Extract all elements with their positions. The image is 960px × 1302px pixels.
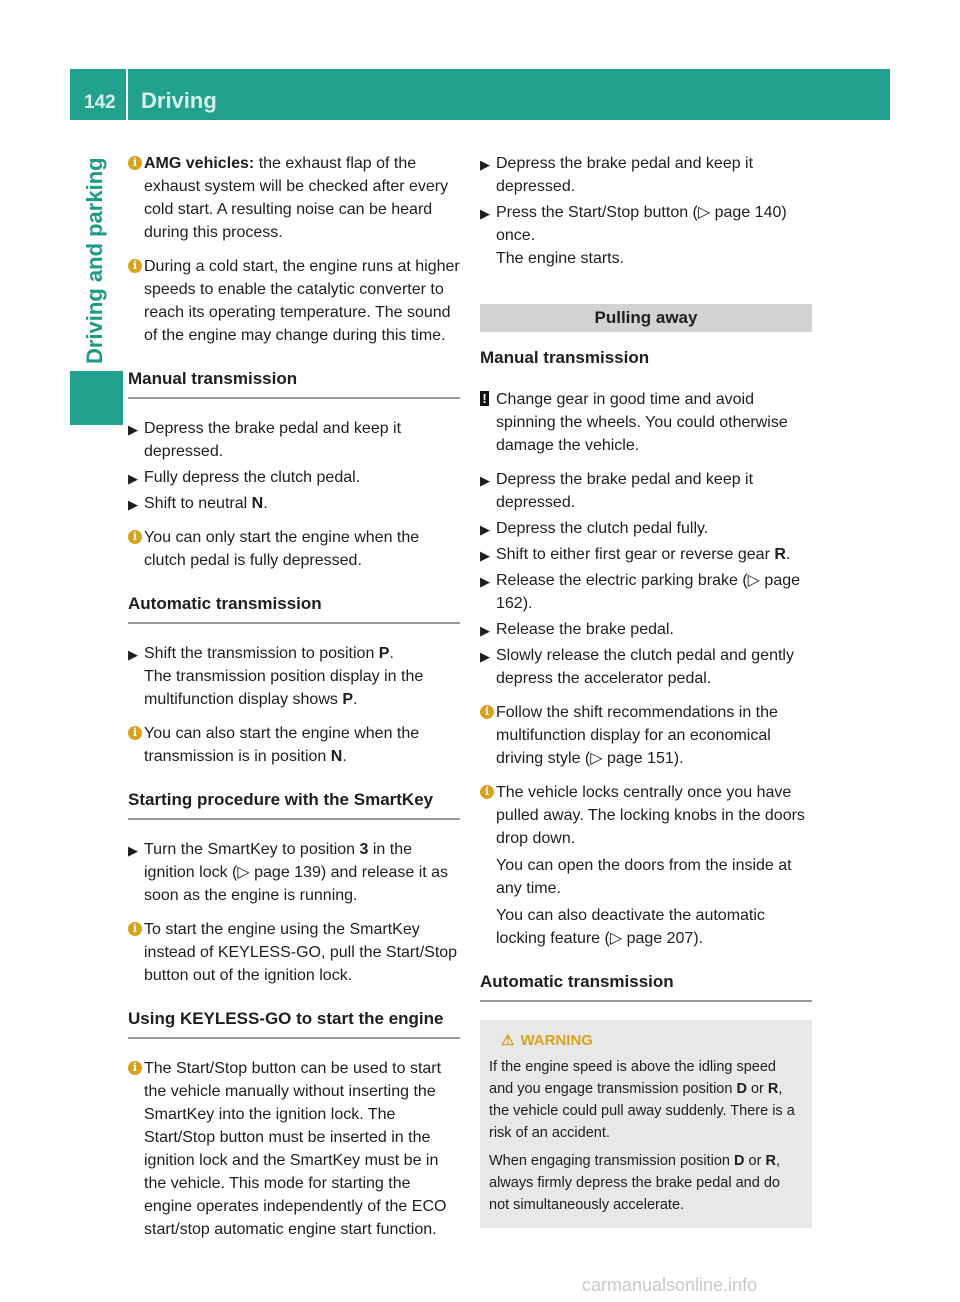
step-text: The transmission position display in the multifunction display shows <box>144 668 424 708</box>
gear-r: R <box>767 1081 779 1097</box>
exclamation-icon: ! <box>480 391 489 406</box>
info-icon: i <box>128 259 142 273</box>
gear-r: R <box>765 1153 776 1169</box>
gear-p: P <box>378 645 390 662</box>
info-icon: i <box>128 922 142 936</box>
arrow-icon: ▶ <box>480 623 490 638</box>
section-title: Driving <box>141 88 217 113</box>
shift-text: Follow the shift recommendations in the multifunction display for an economical driving style (▷ page 151). <box>496 704 778 767</box>
arrow-icon: ▶ <box>128 497 138 512</box>
position-3: 3 <box>359 841 369 858</box>
arrow-icon: ▶ <box>480 206 490 221</box>
step-text: Shift the transmission to position <box>144 645 379 662</box>
step-text: Slowly release the clutch pedal and gently depress the accelerator pedal. <box>496 647 794 687</box>
arrow-icon: ▶ <box>128 471 138 486</box>
warning-text: If the engine speed is above the idling speed and you engage transmission position <box>489 1059 776 1097</box>
gear-d: D <box>736 1081 747 1097</box>
step-text: Shift to either first gear or reverse gear <box>496 546 775 563</box>
amg-text: the exhaust flap of the exhaust system will be checked after every cold start. A resulting noise can be heard during this process. <box>144 155 449 241</box>
gear-r: R <box>774 546 786 563</box>
info-shift <box>480 701 812 770</box>
step <box>128 838 460 907</box>
warning-header <box>501 1030 803 1052</box>
locks-text: The vehicle locks centrally once you have pulled away. The locking knobs in the doors drop down. <box>496 784 805 847</box>
info-icon: i <box>128 1061 142 1075</box>
step-text: Depress the brake pedal and keep it depressed. <box>144 420 402 460</box>
side-tab-marker <box>70 371 123 425</box>
info-icon: i <box>128 530 142 544</box>
arrow-icon: ▶ <box>480 522 490 537</box>
left-column <box>128 152 460 1252</box>
info-clutch <box>128 526 460 572</box>
heading-smartkey: Starting procedure with the SmartKey <box>128 788 460 820</box>
info-icon: i <box>480 705 494 719</box>
heading-keyless-go: Using KEYLESS-GO to start the engine <box>128 1007 460 1039</box>
warning-text: , always firmly depress the brake pedal and do not simultaneously accelerate. <box>489 1153 780 1213</box>
arrow-icon: ▶ <box>128 843 138 858</box>
gear-n: N <box>251 495 264 512</box>
step <box>480 468 812 514</box>
arrow-icon: ▶ <box>128 647 138 662</box>
step <box>128 466 460 489</box>
info-cold-start <box>128 255 460 347</box>
step-text: Depress the clutch pedal fully. <box>496 520 709 537</box>
step-text: Turn the SmartKey to position <box>144 841 360 858</box>
step-text: Release the brake pedal. <box>496 621 674 638</box>
page-number: 142 <box>84 92 116 113</box>
warning-box <box>480 1020 812 1228</box>
right-column <box>480 152 812 1228</box>
warning-paragraph-1 <box>489 1056 803 1144</box>
step <box>480 569 812 615</box>
step <box>480 618 812 641</box>
info-text: You can also start the engine when the transmission is in position <box>144 725 420 765</box>
warning-triangle-icon: ⚠ <box>501 1032 515 1049</box>
locks-text-3: You can also deactivate the automatic locking feature (▷ page 207). <box>496 907 765 947</box>
step-text: . <box>389 645 394 662</box>
arrow-icon: ▶ <box>480 574 490 589</box>
heading-manual-transmission-2: Manual transmission <box>480 348 650 367</box>
step-text: Depress the brake pedal and keep it depressed. <box>496 155 754 195</box>
heading-automatic-transmission: Automatic transmission <box>128 592 460 624</box>
arrow-icon: ▶ <box>480 473 490 488</box>
step-text: in the ignition lock (▷ page 139) and release it as soon as the engine is running. <box>144 841 449 904</box>
info-icon: i <box>480 785 494 799</box>
step-text: . <box>352 691 358 708</box>
gear-d: D <box>734 1153 745 1169</box>
info-icon: i <box>128 156 142 170</box>
section-box-pulling-away: Pulling away <box>480 304 812 332</box>
step-text: . <box>785 546 791 563</box>
arrow-icon: ▶ <box>128 422 138 437</box>
step <box>128 492 460 515</box>
arrow-icon: ▶ <box>480 157 490 172</box>
step <box>480 644 812 690</box>
cold-start-text: During a cold start, the engine runs at higher speeds to enable the catalytic converter to reach its operating temperature. The sound of the engine may change during this time. <box>144 258 460 344</box>
clutch-text: You can only start the engine when the clutch pedal is fully depressed. <box>144 529 420 569</box>
keyless-text: The Start/Stop button can be used to start the vehicle manually without inserting the SmartKey into the ignition lock. The Start/Stop button must be inserted in the ignition lock and the SmartKey must be in the vehicle. This mode for starting the engine operates independently of the ECO start/stop automatic engine start function. <box>144 1060 447 1238</box>
warning-text: or <box>744 1153 766 1169</box>
step <box>480 543 812 566</box>
warning-text: or <box>746 1081 768 1097</box>
watermark: carmanualsonline.info <box>582 1275 758 1295</box>
smartkey-text: To start the engine using the SmartKey instead of KEYLESS-GO, pull the Start/Stop button out of the ignition lock. <box>144 921 458 984</box>
info-smartkey <box>128 918 460 987</box>
info-locks <box>480 781 812 950</box>
heading-manual-transmission: Manual transmission <box>128 367 460 399</box>
step <box>480 201 812 270</box>
step-text: Press the Start/Stop button (▷ page 140) once. <box>496 204 787 244</box>
step <box>128 642 460 711</box>
step-text: Depress the brake pedal and keep it depressed. <box>496 471 754 511</box>
header-divider <box>126 69 128 124</box>
locks-text-2: You can open the doors from the inside at any time. <box>496 857 792 897</box>
info-text: . <box>342 748 347 765</box>
warning-title: WARNING <box>520 1032 593 1049</box>
side-tab-label: Driving and parking <box>82 157 107 364</box>
step <box>480 152 812 198</box>
info-icon: i <box>128 726 142 740</box>
amg-label: AMG vehicles: <box>144 155 255 172</box>
step <box>128 417 460 463</box>
caution-note <box>480 388 812 457</box>
warning-paragraph-2 <box>489 1150 803 1216</box>
caution-text: Change gear in good time and avoid spinning the wheels. You could otherwise damage the vehicle. <box>496 391 788 454</box>
gear-p: P <box>342 691 353 708</box>
step-text: The engine starts. <box>496 250 625 267</box>
heading-automatic-transmission-2: Automatic transmission <box>480 970 812 1002</box>
step-text: Release the electric parking brake (▷ page 162). <box>496 572 801 612</box>
arrow-icon: ▶ <box>480 548 490 563</box>
info-keyless <box>128 1057 460 1241</box>
info-amg <box>128 152 460 244</box>
arrow-icon: ▶ <box>480 649 490 664</box>
warning-text: , the vehicle could pull away suddenly. There is a risk of an accident. <box>489 1081 795 1141</box>
warning-text: When engaging transmission position <box>489 1153 735 1169</box>
step-text: . <box>263 495 268 512</box>
gear-n: N <box>330 748 343 765</box>
step-text: Fully depress the clutch pedal. <box>144 469 361 486</box>
step-text: Shift to neutral <box>144 495 252 512</box>
info-neutral <box>128 722 460 768</box>
step <box>480 517 812 540</box>
